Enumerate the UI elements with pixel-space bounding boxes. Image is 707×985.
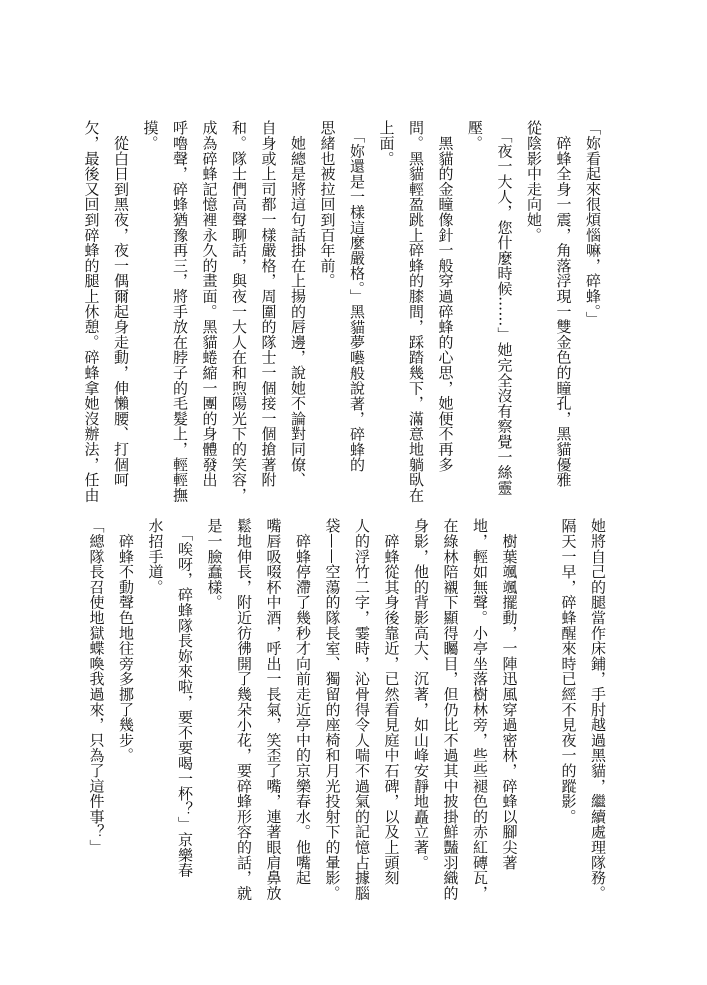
- text-line: 「唉呀，碎蜂隊長妳來啦，要不要喝一杯？」京樂春: [176, 518, 194, 878]
- text-line: 呼嚕聲，碎蜂猶豫再三，將手放在脖子的毛髮上，輕輕撫: [171, 120, 189, 503]
- text-line: 和。隊士們高聲聊話，與夜一大人在和煦陽光下的笑容，: [230, 120, 248, 503]
- text-line: 思緒也被拉回到百年前。: [318, 120, 337, 289]
- text-line: 水招手道。: [146, 518, 165, 595]
- text-line: 人的浮竹二字，霎時，沁骨得令人喘不過氣的記憶占據腦: [353, 518, 371, 901]
- text-line: 「總隊長召使地獄蝶喚我過來，只為了這件事？」: [87, 518, 106, 855]
- text-line: 從白日到黑夜，夜一偶爾起身走動，伸懶腰、打個呵: [112, 120, 130, 488]
- bottom-text-block: [81, 518, 612, 901]
- text-line: 上面。: [377, 120, 396, 166]
- text-line: 鬆地伸長，附近彷彿開了幾朵小花，要碎蜂形容的話，就: [235, 518, 253, 901]
- text-line: 「夜一大人，您什麼時候……」她完全沒有察覺一絲靈: [495, 120, 514, 495]
- text-line: 袋——空蕩的隊長室、獨留的座椅和月光投射下的暈影。: [323, 518, 342, 901]
- text-line: 問。黑貓輕盈跳上碎蜂的膝間，踩踏幾下，滿意地躺臥在: [407, 120, 425, 503]
- text-line: 身影，他的背影高大、沉著，如山峰安靜地矗立著。: [412, 518, 430, 870]
- text-line: 地，輕如無聲。小亭坐落樹林旁，些些褪色的赤紅磚瓦，: [471, 518, 489, 901]
- text-line: [524, 518, 554, 878]
- text-line: 碎蜂全身一震，角落浮現一雙金色的瞳孔，黑貓優雅: [554, 120, 573, 488]
- text-line: 成為碎蜂記憶裡永久的畫面。黑貓蜷縮一團的身體發出: [200, 120, 219, 488]
- text-line: 嘴唇吸啜杯中酒，呼出一長氣，笑歪了嘴，連著眼肩鼻放: [264, 518, 283, 901]
- text-line: 碎蜂停滯了幾秒才向前走近亭中的京樂春水。他嘴起: [294, 518, 312, 886]
- text-line: 隔天一早，碎蜂醒來時已經不見夜一的蹤影。: [559, 518, 578, 824]
- text-line: 是一臉蠢樣。: [205, 518, 224, 610]
- text-line: 樹葉颯颯擺動，一陣迅風穿過密林，碎蜂以腳尖著: [500, 518, 519, 870]
- text-line: 黑貓的金瞳像針一般穿過碎蜂的心思，她便不再多: [436, 120, 455, 472]
- text-line: 從陰影中走向她。: [525, 120, 543, 243]
- text-line: 「妳還是一樣這麼嚴格。」黑貓夢囈般說著，碎蜂的: [348, 120, 366, 473]
- text-line: 在綠林陪襯下顯得矚目，但仍比不過其中披掛鮮豔羽織的: [441, 518, 460, 901]
- text-line: 摸。: [141, 120, 160, 151]
- text-line: 壓。: [466, 120, 484, 151]
- text-line: 碎蜂不動聲色地往旁多挪了幾步。: [117, 518, 135, 763]
- text-line: 她將自己的腿當作床鋪，手肘越過黑貓，繼續處理隊務。: [589, 518, 607, 901]
- text-line: 自身或上司都一樣嚴格，周圍的隊士一個接一個搶著附: [259, 120, 278, 488]
- text-line: 她總是將這句話掛在上揚的唇邊，說她不論對同僚、: [289, 120, 307, 488]
- text-line: 「妳看起來很煩惱嘛，碎蜂。」: [584, 120, 602, 327]
- text-line: 碎蜂從其身後靠近，已然看見庭中石碑，以及上頭刻: [382, 518, 401, 886]
- top-text-block: [76, 120, 607, 503]
- text-line: 欠，最後又回到碎蜂的腿上休憩。碎蜂拿她沒辦法，任由: [82, 120, 101, 503]
